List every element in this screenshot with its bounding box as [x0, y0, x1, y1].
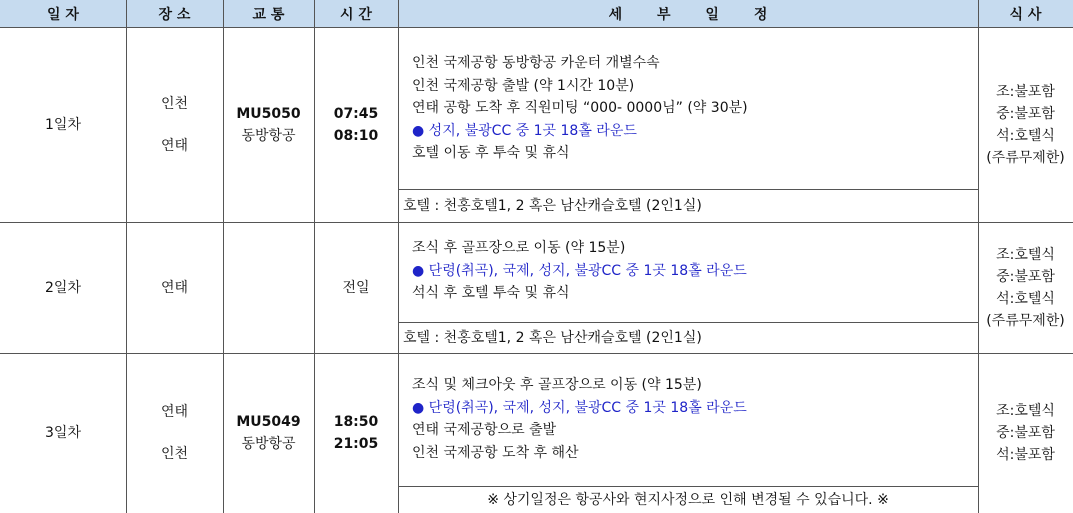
- time-2: 08:10: [333, 127, 379, 144]
- time-1: 07:45: [333, 105, 379, 122]
- day3-places: [126, 353, 223, 513]
- column-divider: [978, 0, 979, 513]
- header-place: 장 소: [126, 0, 223, 27]
- column-divider: [314, 0, 315, 513]
- day2-schedule: [412, 237, 972, 305]
- schedule-notice: ※ 상기일정은 항공사와 현지사정으로 인해 변경될 수 있습니다. ※: [487, 492, 889, 508]
- hotel-divider: [398, 189, 978, 190]
- time-2: 21:05: [333, 436, 379, 452]
- meal-breakfast: 조:불포함: [996, 83, 1055, 100]
- airline: 동방항공: [241, 127, 296, 144]
- day2-places: [126, 222, 223, 353]
- place-2: 인천: [160, 446, 189, 462]
- meal-note: (주류무제한): [986, 149, 1065, 166]
- meal-dinner: 석:불포함: [996, 447, 1055, 463]
- place-1: 연태: [160, 279, 189, 296]
- time-allday: 전일: [342, 279, 370, 296]
- day1-hotel: 호텔 : 천홍호텔1, 2 혹은 남산캐슬호텔 (2인1실): [403, 198, 702, 214]
- row-divider: [0, 222, 1073, 223]
- time-1: 18:50: [333, 414, 379, 430]
- schedule-line: 연태 국제공항으로 출발: [412, 422, 557, 438]
- schedule-line: 조식 및 체크아웃 후 골프장으로 이동 (약 15분): [412, 377, 702, 393]
- day2-hotel: 호텔 : 천홍호텔1, 2 혹은 남산캐슬호텔 (2인1실): [403, 330, 702, 346]
- meal-lunch: 중:불포함: [996, 425, 1055, 441]
- flight-number: MU5050: [236, 105, 301, 122]
- day3-meals: [978, 353, 1073, 513]
- day-label: 2일차: [45, 279, 81, 296]
- schedule-line: 석식 후 호텔 투숙 및 휴식: [412, 285, 570, 301]
- day1-places: [126, 27, 223, 222]
- place-1: 연태: [160, 404, 189, 420]
- meal-dinner: 석:호텔식: [996, 127, 1055, 144]
- meal-breakfast: 조:호텔식: [996, 403, 1055, 419]
- round-highlight: ● 단령(취곡), 국제, 성지, 불광CC 중 1곳 18홀 라운드: [412, 262, 747, 279]
- row-divider: [0, 353, 1073, 354]
- day1-date: [0, 27, 126, 222]
- header-time: 시 간: [314, 0, 398, 27]
- meal-note: (주류무제한): [986, 312, 1065, 329]
- meal-breakfast: 조:호텔식: [996, 246, 1055, 263]
- flight-number: MU5049: [236, 414, 301, 430]
- schedule-line: 인천 국제공항 출발 (약 1시간 10분): [412, 77, 635, 94]
- header-transport: 교 통: [223, 0, 314, 27]
- day1-transport: [223, 27, 314, 222]
- day3-date: [0, 353, 126, 513]
- round-highlight: ● 성지, 불광CC 중 1곳 18홀 라운드: [412, 122, 637, 139]
- hotel-divider: [398, 322, 978, 323]
- day3-transport: [223, 353, 314, 513]
- day1-schedule: [412, 52, 972, 165]
- round-highlight: ● 단령(취곡), 국제, 성지, 불광CC 중 1곳 18홀 라운드: [412, 399, 747, 416]
- day-label: 3일차: [45, 425, 81, 441]
- schedule-line: 호텔 이동 후 투숙 및 휴식: [412, 145, 570, 161]
- schedule-line: 인천 국제공항 도착 후 해산: [412, 444, 579, 461]
- schedule-line: 연태 공항 도착 후 직원미팅 “000- 0000님” (약 30분): [412, 100, 748, 116]
- row-divider: [0, 27, 1073, 28]
- header-meal: 식 사: [978, 0, 1073, 27]
- day2-date: [0, 222, 126, 353]
- header-schedule: 세 부 일 정: [398, 0, 978, 27]
- column-divider: [398, 0, 399, 513]
- schedule-line: 조식 후 골프장으로 이동 (약 15분): [412, 240, 626, 256]
- meal-lunch: 중:불포함: [996, 268, 1055, 285]
- schedule-line: 인천 국제공항 동방항공 카운터 개별수속: [412, 55, 660, 71]
- day3-times: [314, 353, 398, 513]
- column-divider: [223, 0, 224, 513]
- meal-dinner: 석:호텔식: [996, 290, 1055, 307]
- day2-times: [314, 222, 398, 353]
- day1-times: [314, 27, 398, 222]
- notice-divider: [398, 486, 978, 487]
- column-divider: [126, 0, 127, 513]
- place-2: 연태: [160, 137, 189, 154]
- day-label: 1일차: [45, 116, 81, 133]
- place-1: 인천: [160, 95, 189, 112]
- header-date: 일 자: [0, 0, 126, 27]
- day3-schedule: [412, 374, 972, 464]
- day2-meals: [978, 222, 1073, 353]
- airline: 동방항공: [241, 436, 296, 452]
- meal-lunch: 중:불포함: [996, 105, 1055, 122]
- day1-meals: [978, 27, 1073, 222]
